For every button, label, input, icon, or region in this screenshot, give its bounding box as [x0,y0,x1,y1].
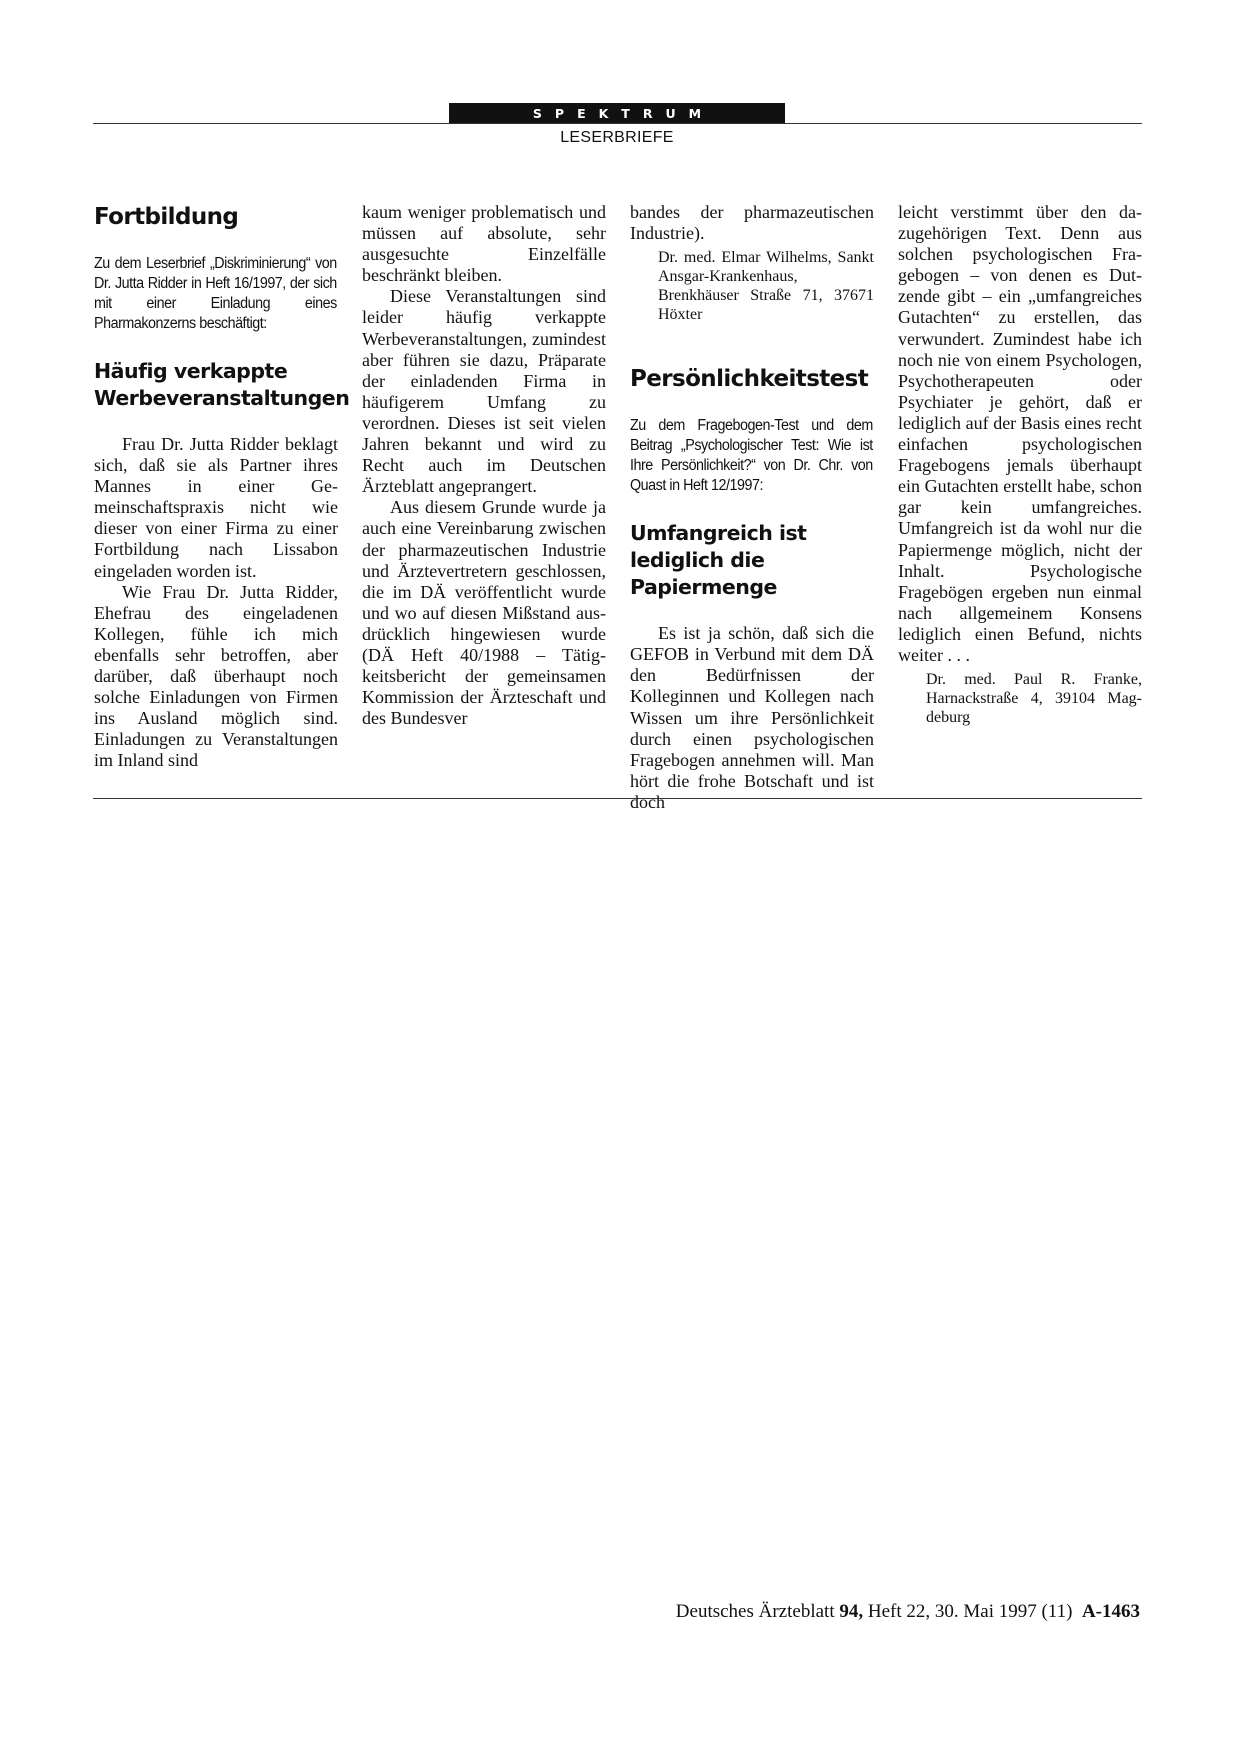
article1-paragraph-4: Aus diesem Grunde wurde ja auch eine Vereinbarung zwischen der pharmazeutischen Industrie und Ärztevertretern geschlossen, die im DÄ veröffentlicht wurde und wo auf diesen Mißstand ausdrücklich hingewiesen wurde (DÄ Heft 40/1988 – Tätigkeitsbericht der gemeinsamen Kommission der Ärzteschaft und des Bundesver [362,497,606,729]
article2-intro: Zu dem Fragebogen-Test und dem Beitrag „Psychologischer Test: Wie ist Ihre Persönlichkeit?“ von Dr. Chr. von Quast in Heft 12/1997: [630,417,873,495]
section-subtitle: LESERBRIEFE [560,129,674,146]
article2-paragraph-1: Es ist ja schön, daß sich die GEFOB in Verbund mit dem DÄ den Bedürfnissen der Kolleginnen und Kollegen nach Wissen um ihre Persönlichkeit durch einen psychologischen Fragebogen annehmen will. Man hört die frohe Botschaft und ist doch [630,623,874,812]
article1-body-part3 [630,202,874,244]
footer-page-number: A-1463 [1081,1601,1140,1622]
article1-title: Fortbildung [94,204,239,230]
section-title: SPEKTRUM [532,106,715,121]
page-footer [676,1601,1140,1623]
article1-body-part1 [94,434,338,772]
header-rule [93,123,1142,124]
article1-paragraph-4-continued: bandes der pharmazeutischen Industrie). [630,202,874,244]
footer-issue: Heft 22, 30. Mai 1997 (11) [863,1601,1073,1622]
article2-body-part2 [898,202,1142,666]
article2-subhead: Umfangreich ist lediglich die Papiermenge [630,521,807,600]
column-2 [362,202,606,729]
article1-paragraph-1: Frau Dr. Jutta Ridder beklagt sich, daß sie als Partner ihres Mannes in einer Gemeinschaftspraxis nicht wie dieser von einer Firma zu einer Fortbildung nach Lissabon eingeladen worden ist. [94,434,338,581]
article1-paragraph-3: Diese Veranstaltungen sind leider häufig verkappte Werbeveranstaltungen, zumindest aber führen sie dazu, Präparate der einladenden Firma in häufigerem Umfang zu verordnen. Dieses ist seit vielen Jahren bekannt und wird zu Recht auch im Deutschen Ärzteblatt angeprangert. [362,286,606,497]
article1-subhead: Häufig verkappte Werbeveranstaltungen [94,359,350,410]
footer-volume: 94, [839,1601,864,1622]
article1-body-part2 [362,202,606,729]
footer-journal: Deutsches Ärzteblatt [675,1601,840,1622]
article1-signature: Dr. med. Elmar Wilhelms, Sankt Ansgar-Krankenhaus, Brenkhäuser Straße 71, 37671 Höxter [658,249,874,324]
article1-intro: Zu dem Leserbrief „Diskriminierung“ von Dr. Jutta Ridder in Heft 16/1997, der sich mit einer Einladung eines Pharmakonzerns beschäftigt: [94,255,337,332]
column-3 [630,202,874,813]
column-1 [94,202,350,772]
article2-signature: Dr. med. Paul R. Franke, Harnackstraße 4, 39104 Magdeburg [926,671,1142,727]
bottom-rule [93,798,1142,799]
article2-paragraph-1-continued: leicht verstimmt über den dazugehörigen Text. Denn aus solchen psychologischen Fragebogen – von denen es Dutzende gibt – ein „umfangreiches Gutachten“ zu erstellen, das verwundert. Zumindest habe ich noch nie von einem Psychologen, Psychotherapeuten oder Psychiater je gehört, daß er lediglich auf der Basis eines recht einfachen psychologischen Fragebogens jemals überhaupt ein Gutachten erstellt habe, schon gar kein umfangreiches. Umfangreich ist da wohl nur die Papiermenge möglich, nicht der Inhalt. Psychologische Fragebögen ergeben nun einmal nach allgemeinem Konsens lediglich einen Befund, nichts weiter . . . [898,202,1142,665]
article1-paragraph-2: Wie Frau Dr. Jutta Ridder, Ehefrau des eingeladenen Kollegen, fühle ich mich ebenfalls sehr betroffen, aber darüber, daß überhaupt noch solche Einladungen von Firmen ins Ausland möglich sind. Einladungen zu Veranstaltungen im Inland sind [94,581,338,771]
column-4 [898,202,1142,727]
article2-title: Persönlichkeitstest [630,366,869,393]
article1-paragraph-2-continued: kaum weniger problematisch und müssen auf absolute, sehr ausgesuchte Einzelfälle beschränkt bleiben. [362,202,606,286]
section-banner [449,103,785,124]
article2-body-part1 [630,623,874,813]
